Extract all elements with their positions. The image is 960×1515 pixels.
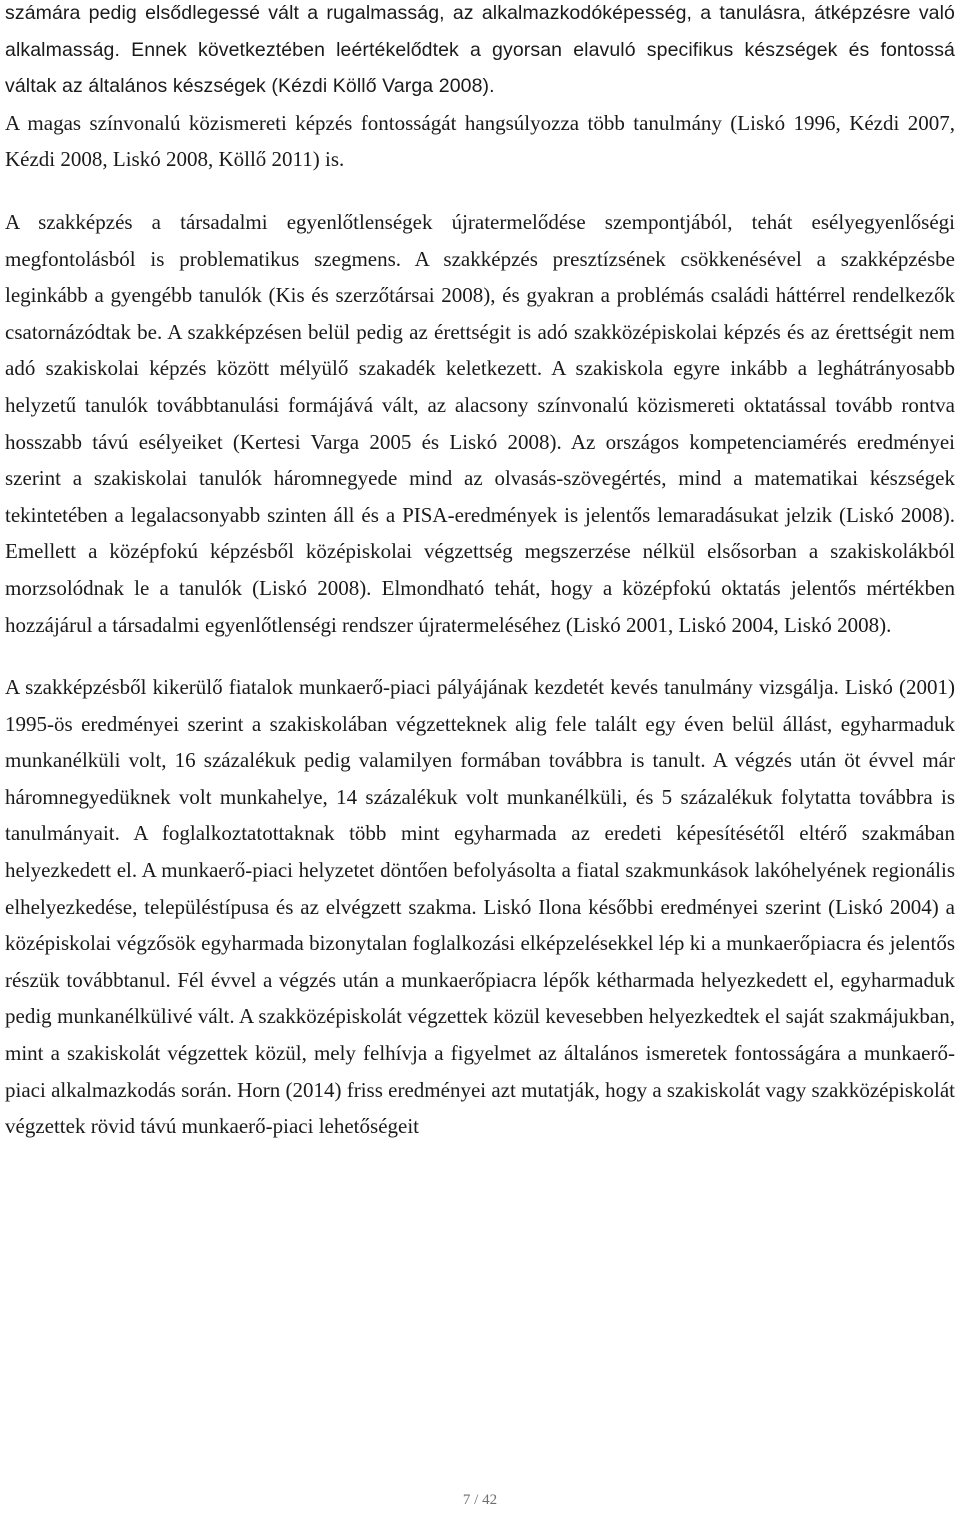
paragraph-skills-intro (5, 0, 955, 178)
paragraph-text-segment: A szakképzés a társadalmi egyenlőtlenségek újratermelődése szempontjából, tehát esélyegyenlőségi megfontolásból is problematikus szegmens. A szakképzés presztízsének csökkenésével a szakképzésbe leginkább a gyengébb tanulók (Kis és szerzőtársai 2008), és gyakran a problémás családi háttérrel rendelkezők csatornázódtak be. A szakképzésen belül pedig az érettségit is adó szakközépiskolai képzés és az érettségit nem adó szakiskolai képzés között mélyülő szakadék keletkezett. A szakiskola egyre inkább a leghátrányosabb helyzetű tanulók továbbtanulási formájává vált, az alacsony színvonalú közismereti oktatással tovább rontva hosszabb távú esélyeiket (Kertesi Varga 2005 és Liskó 2008). Az országos kompetenciamérés eredményei szerint a szakiskolai tanulók háromnegyede mind az olvasás-szövegértés, mind a matematikai készségek tekintetében a legalacsonyabb szinten áll és a PISA-eredmények is jelentős lemaradásukat jelzik (Liskó 2008). Emellett a középfokú képzésből középiskolai végzettség megszerzése nélkül elsősorban a szakiskolákból morzsolódnak le a tanulók (Liskó 2008). Elmondható tehát, hogy a középfokú oktatás jelentős mértékben hozzájárul a társadalmi egyenlőtlenségi rendszer újratermeléséhez (Liskó 2001, Liskó 2004, Liskó 2008). (5, 209, 955, 637)
paragraph-labour-market (5, 669, 955, 1145)
document-page (5, 0, 955, 1145)
paragraph-text-segment: A szakképzésből kikerülő fiatalok munkaerő-piaci pályájának kezdetét kevés tanulmány vizsgálja. Liskó (2001) 1995-ös eredményei szerint a szakiskolában végzetteknek alig fele talált egy éven belül állást, egyharmaduk munkanélküli volt, 16 százalékuk pedig valamilyen formában továbbra is tanult. A végzés után öt évvel már háromnegyedüknek volt munkahelye, 14 százalékuk volt munkanélküli, és 5 százalékuk folytatta továbbra is tanulmányait. A foglalkoztatottaknak több mint egyharmada az eredeti képesítésétől eltérő szakmában helyezkedett el. A munkaerő-piaci helyzetet döntően befolyásolta a fiatal szakmunkások lakóhelyének regionális elhelyezkedése, településtípusa és az elvégzett szakma. Liskó Ilona későbbi eredményei szerint (Liskó 2004) a középiskolai végzősök egyharmada bizonytalan foglalkozási elképzelésekkel lép ki a munkaerőpiacra és jelentős részük továbbtanul. Fél évvel a végzés után a munkaerőpiacra lépők kétharmada helyezkedett el, egyharmaduk pedig munkanélkülivé vált. A szakközépiskolát végzettek közül kevesebben helyezkedtek el saját szakmájukban, mint a szakiskolát végzettek közül, mely felhívja a figyelmet az általános ismeretek fontosságára a munkaerő-piaci alkalmazkodás során. Horn (2014) friss eredményei azt mutatják, hogy a szakiskolát vagy szakközépiskolát végzettek rövid távú munkaerő-piaci lehetőségeit (5, 675, 955, 1139)
paragraph-text-segment: A magas színvonalú közismereti képzés fontosságát hangsúlyozza több tanulmány (Liskó 1996, Kézdi 2007, Kézdi 2008, Liskó 2008, Köllő 2011) is. (5, 110, 955, 172)
page-number: 7 / 42 (462, 1492, 498, 1508)
paragraph-text-segment: számára pedig elsődlegessé vált a rugalmasság, az alkalmazkodóképesség, a tanulásra, átképzésre való alkalmasság. Ennek következtében leértékelődtek a gyorsan elavuló specifikus készségek és fontossá váltak az általános készségek (Kézdi Köllő Varga 2008). (5, 2, 955, 98)
paragraph-vocational-inequality (5, 204, 955, 643)
